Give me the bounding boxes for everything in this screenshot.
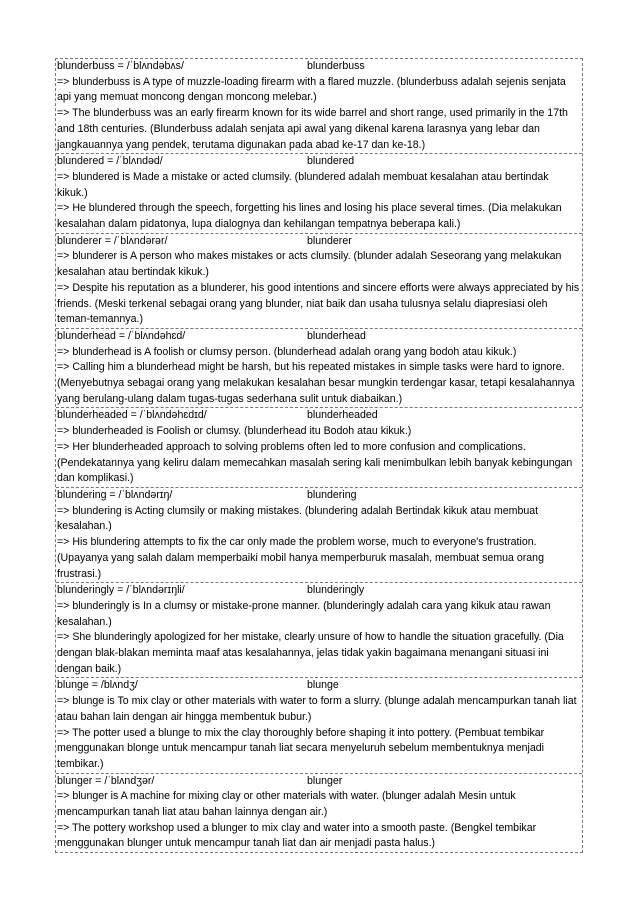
entry-pronunciation: blundered = /ˈblʌndəd/ — [57, 155, 163, 168]
entry-definition: => blunderer is A person who makes mistakes or acts clumsily. (blunder adalah Seseorang yang melakukan kesalahan atau bertindak kikuk.) — [57, 250, 562, 279]
entry-blunge — [56, 677, 582, 772]
entry-blunderheaded — [56, 407, 582, 487]
entry-example: => The blunderbuss was an early firearm known for its wide barrel and short range, used primarily in the 17th and 18th centuries. (Blunderbuss adalah senjata api awal yang dikenal karena larasnya yang lebar dan jangkauannya yang pendek, terutama digunakan pada abad ke-17 dan ke-18.) — [57, 107, 568, 151]
entry-pronunciation: blunderheaded = /ˈblʌndəhɛdɪd/ — [57, 409, 207, 422]
entry-example: => The pottery workshop used a blunger to mix clay and water into a smooth paste. (Bengkel tembikar menggunakan blunger untuk mencampur tanah liat dan air menjadi pasta halus.) — [57, 821, 537, 850]
entry-pronunciation: blunderhead = /ˈblʌndəhɛd/ — [57, 329, 186, 342]
entry-word: blunge — [307, 679, 339, 692]
entry-head — [57, 154, 581, 170]
entry-word: blunderhead — [307, 329, 366, 342]
entry-blunderhead — [56, 328, 582, 408]
entry-blundering — [56, 487, 582, 582]
entry-example: => Despite his reputation as a blunderer, his good intentions and sincere efforts were always appreciated by his friends. (Meski terkenal sebagai orang yang blunder, niat baik dan usaha tulusnya selalu diapresiasi oleh teman-temannya.) — [57, 281, 580, 326]
entry-word: blunderbuss — [307, 60, 365, 72]
entry-head — [57, 329, 581, 345]
entry-definition: => blunger is A machine for mixing clay or other materials with water. (blunger adalah Mesin untuk mencampurkan tanah liat atau bahan lainnya dengan air.) — [57, 790, 516, 819]
entry-pronunciation: blunderingly = /ˈblʌndərɪŋli/ — [57, 584, 185, 597]
entry-pronunciation: blunge = /blʌndʒ/ — [57, 679, 138, 692]
entry-word: blunger — [307, 774, 343, 787]
entry-blunderer — [56, 233, 582, 328]
entry-blunderbuss — [56, 59, 582, 153]
entry-example: => Calling him a blunderhead might be harsh, but his repeated mistakes in simple tasks were hard to ignore. (Menyebutnya sebagai orang yang melakukan kesalahan besar mungkin terdengar kasar, tetapi kesalahannya yang berulang-ulang dalam tugas-tugas sederhana sulit untuk diabaikan.) — [57, 361, 575, 405]
entry-head — [57, 678, 581, 694]
entry-definition: => blunderbuss is A type of muzzle-loading firearm with a flared muzzle. (blunderbuss adalah sejenis senjata api yang memuat moncong dengan moncong melebar.) — [57, 75, 566, 104]
entry-head — [57, 234, 581, 250]
entry-head — [57, 774, 581, 790]
entry-example: => His blundering attempts to fix the car only made the problem worse, much to everyone's frustration. (Upayanya yang salah dalam memperbaiki mobil hanya memperburuk masalah, membuat semua orang frustrasi.) — [57, 536, 544, 580]
entry-example: => The potter used a blunge to mix the clay thoroughly before shaping it into pottery. (Pembuat tembikar menggunakan blonge untuk mencampur tanah liat secara menyeluruh sebelum membentuknya menjadi tembikar.) — [57, 726, 545, 770]
entry-word: blundered — [307, 155, 355, 168]
entry-word: blunderingly — [307, 584, 365, 597]
entry-head — [57, 583, 581, 599]
entry-definition: => blunderhead is A foolish or clumsy person. (blunderhead adalah orang yang bodoh atau kikuk.) — [57, 345, 517, 358]
entry-head — [57, 59, 581, 75]
entry-head — [57, 408, 581, 424]
entry-pronunciation: blunderer = /ˈblʌndərər/ — [57, 234, 168, 247]
entry-blunderingly — [56, 582, 582, 677]
entry-word: blundering — [307, 488, 357, 501]
entry-blunger — [56, 773, 582, 853]
entry-definition: => blunge is To mix clay or other materials with water to form a slurry. (blunge adalah mencampurkan tanah liat atau bahan lain dengan air hingga membentuk bubur.) — [57, 695, 577, 723]
entry-definition: => blunderingly is In a clumsy or mistake-prone manner. (blunderingly adalah cara yang kikuk atau rawan kesalahan.) — [57, 599, 551, 628]
entry-pronunciation: blunderbuss = /ˈblʌndəbʌs/ — [57, 60, 184, 72]
entry-word: blunderheaded — [307, 409, 378, 422]
entry-example: => He blundered through the speech, forgetting his lines and losing his place several times. (Dia melakukan kesalahan dalam pidatonya, lupa dialognya dan kehilangan tempatnya beberapa kali.) — [57, 202, 562, 231]
entry-definition: => blunderheaded is Foolish or clumsy. (blunderhead itu Bodoh atau kikuk.) — [57, 425, 412, 438]
entry-word: blunderer — [307, 234, 352, 247]
entry-example: => She blunderingly apologized for her mistake, clearly unsure of how to handle the situation gracefully. (Dia dengan blak-blakan meminta maaf atas kesalahannya, jelas tidak yakin bagaimana menangani situasi ini dengan baik.) — [57, 631, 564, 675]
entry-head — [57, 488, 581, 504]
entry-blundered — [56, 153, 582, 233]
dictionary-document — [55, 58, 583, 853]
entry-pronunciation: blunger = /ˈblʌndʒər/ — [57, 774, 155, 787]
entry-pronunciation: blundering = /ˈblʌndərɪŋ/ — [57, 488, 173, 501]
entry-definition: => blundered is Made a mistake or acted clumsily. (blundered adalah membuat kesalahan atau bertindak kikuk.) — [57, 170, 549, 199]
entry-definition: => blundering is Acting clumsily or making mistakes. (blundering adalah Bertindak kikuk atau membuat kesalahan.) — [57, 504, 539, 533]
entry-example: => Her blunderheaded approach to solving problems often led to more confusion and complications. (Pendekatannya yang keliru dalam memecahkan masalah sering kali menimbulkan lebih banyak kebingungan dan komplikasi.) — [57, 440, 573, 485]
